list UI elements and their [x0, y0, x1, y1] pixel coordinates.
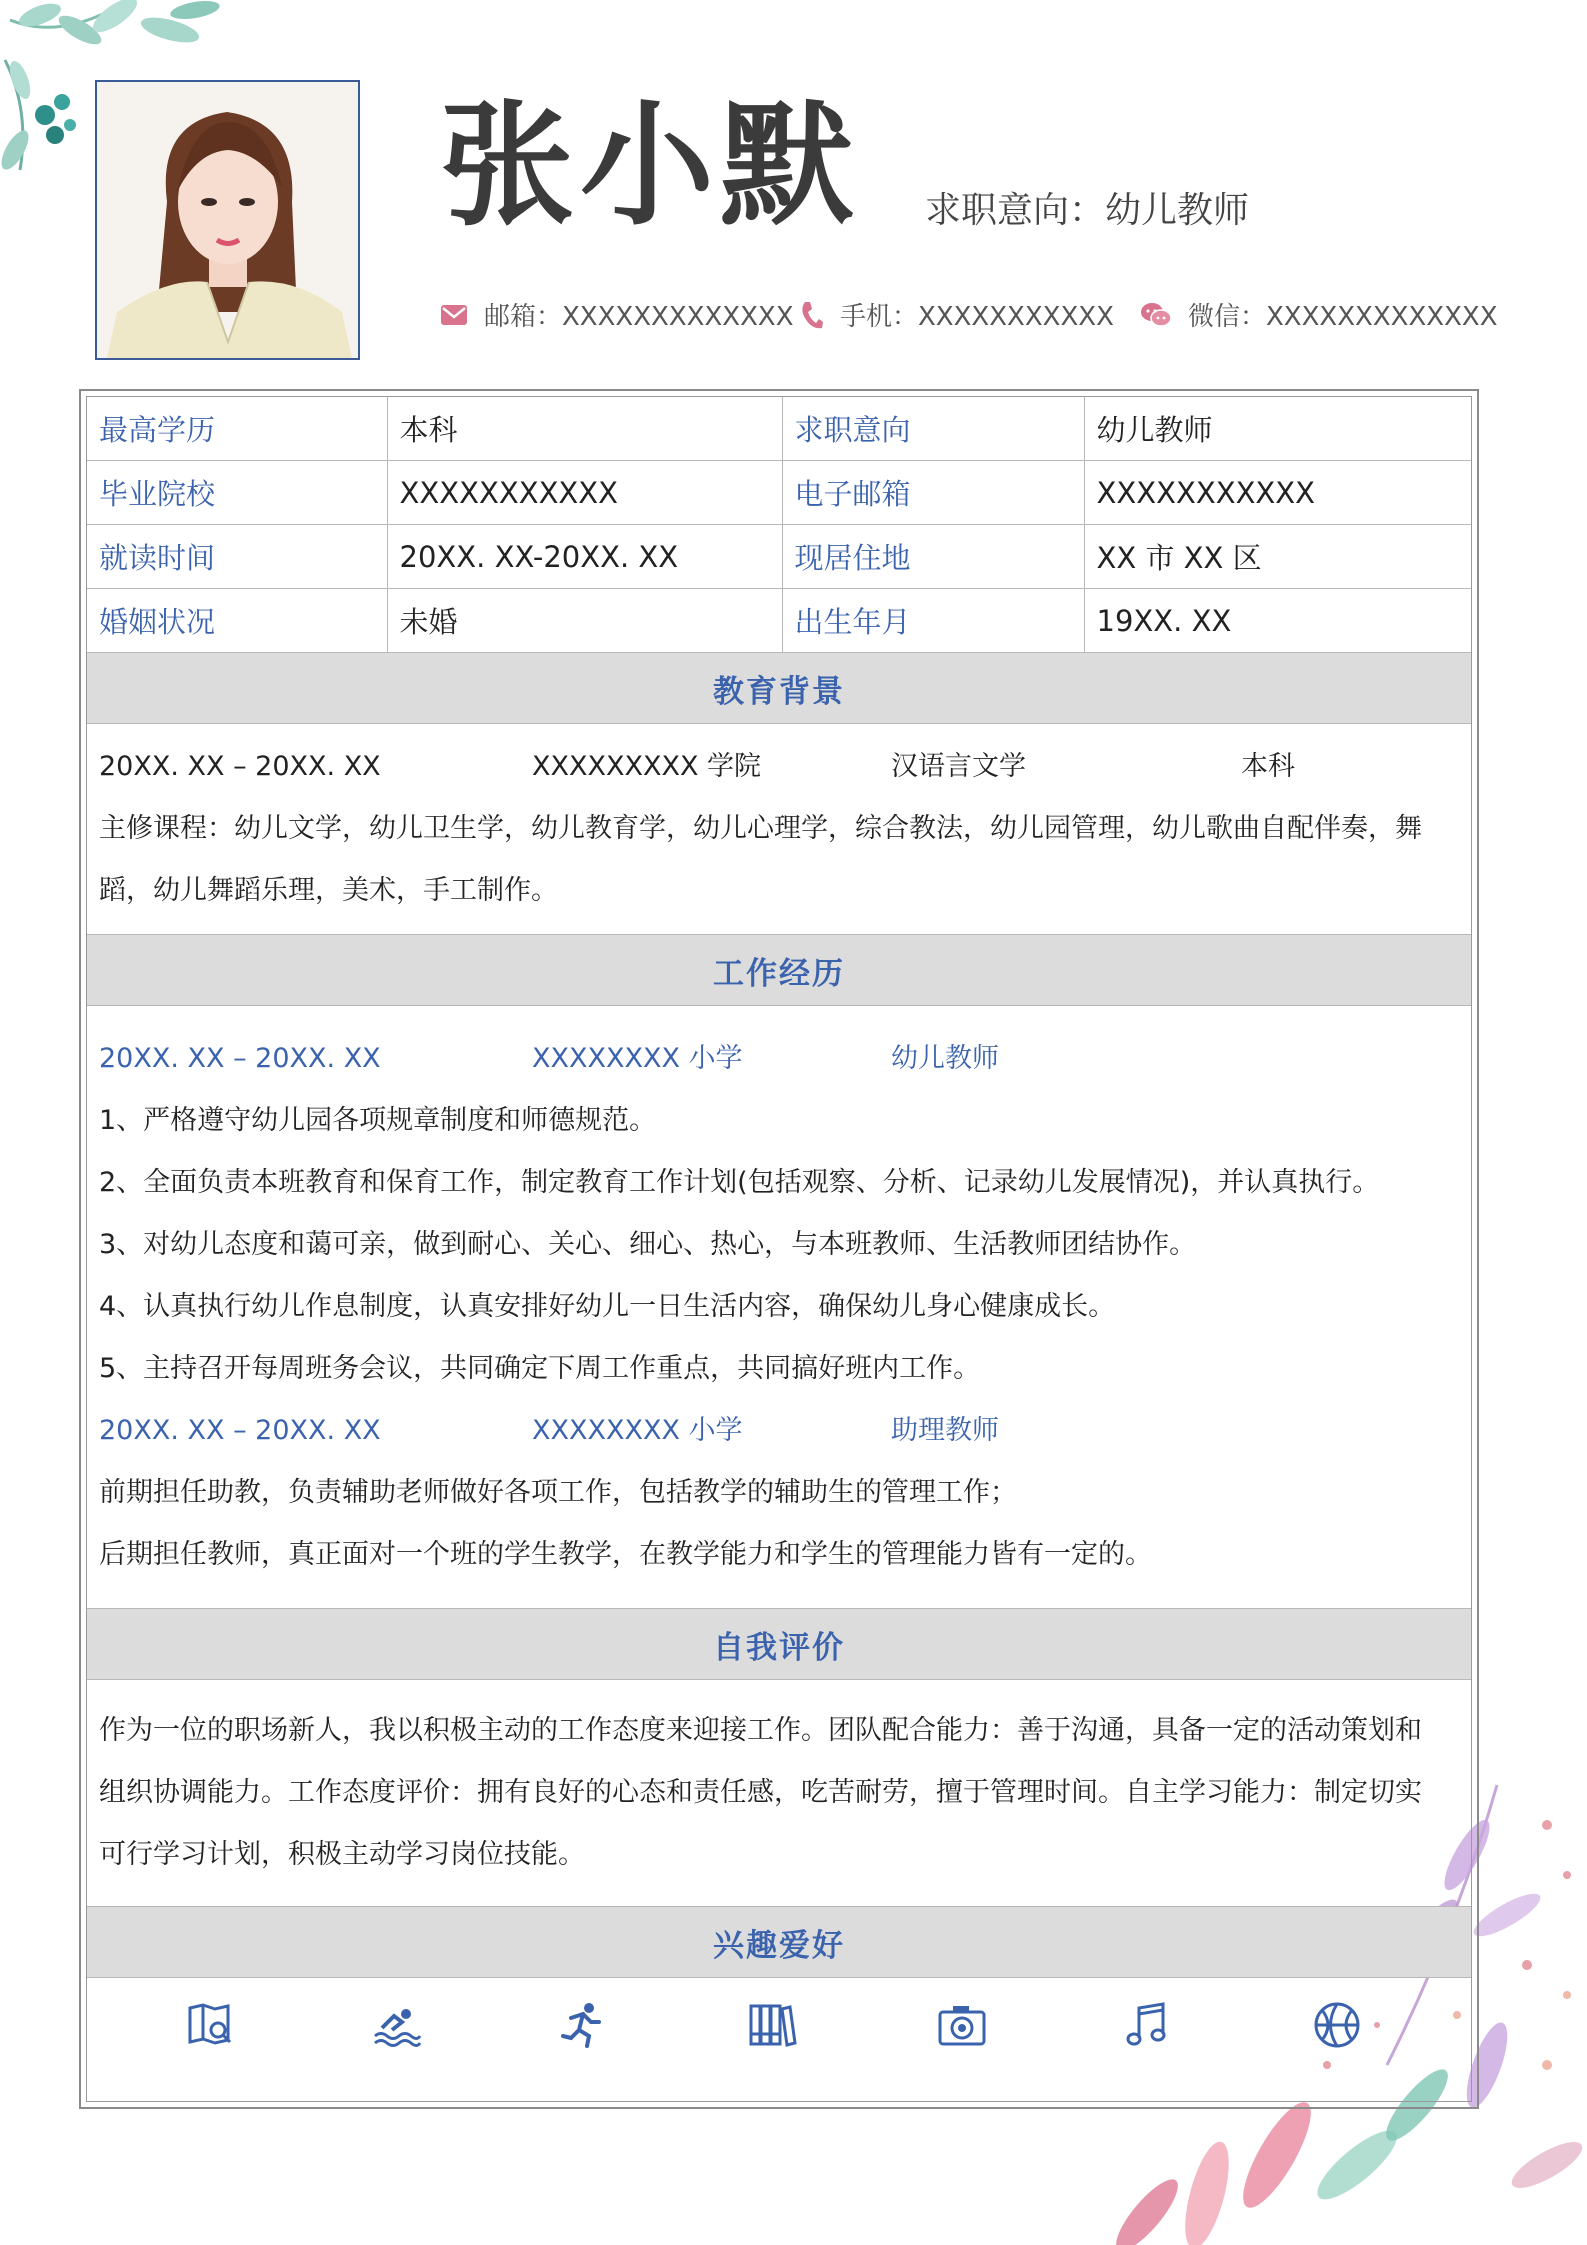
job-period: 20XX. XX – 20XX. XX	[99, 1043, 381, 1074]
education-major: 汉语言文学	[891, 751, 1026, 782]
music-icon	[1122, 2000, 1172, 2050]
info-value: 20XX. XX-20XX. XX	[387, 525, 782, 589]
job-org: XXXXXXXX 小学	[532, 1415, 743, 1446]
duty-item: 后期担任教师，真正面对一个班的学生教学，在教学能力和学生的管理能力皆有一定的。	[99, 1539, 1152, 1570]
info-label: 电子邮箱	[782, 461, 1084, 525]
camera-icon	[937, 2000, 987, 2050]
reading-icon	[185, 2000, 235, 2050]
phone-contact	[800, 296, 1114, 333]
duty-item: 4、认真执行幼儿作息制度，认真安排好幼儿一日生活内容，确保幼儿身心健康成长。	[99, 1291, 1116, 1322]
phone-text: 手机：XXXXXXXXXXX	[840, 302, 1114, 332]
basic-info-table	[87, 397, 1471, 652]
table-row	[87, 461, 1471, 525]
phone-icon	[800, 300, 824, 330]
resume-frame	[79, 389, 1479, 2109]
hobbies-title: 兴趣爱好	[87, 1906, 1471, 1978]
job-intent: 求职意向：幼儿教师	[925, 190, 1250, 231]
duty-item: 2、全面负责本班教育和保育工作，制定教育工作计划(包括观察、分析、记录幼儿发展情况)，并认真执行。	[99, 1167, 1380, 1198]
resume-body	[86, 396, 1472, 2102]
info-label: 现居住地	[782, 525, 1084, 589]
job-header-row	[99, 1028, 1459, 1090]
info-value: XXXXXXXXXXX	[1084, 461, 1471, 525]
duty-item: 5、主持召开每周班务会议，共同确定下周工作重点，共同搞好班内工作。	[99, 1353, 981, 1384]
job-role: 幼儿教师	[891, 1043, 999, 1074]
education-summary-row	[99, 736, 1459, 798]
courses-line: 主修课程：幼儿文学，幼儿卫生学，幼儿教育学，幼儿心理学，综合教法，幼儿园管理，幼儿歌曲自配伴奏，舞	[99, 813, 1422, 844]
job-period: 20XX. XX – 20XX. XX	[99, 1415, 381, 1446]
education-degree: 本科	[1241, 751, 1295, 782]
swimming-icon	[372, 2000, 422, 2050]
info-label: 求职意向	[782, 397, 1084, 461]
info-value: XX 市 XX 区	[1084, 525, 1471, 589]
info-label: 就读时间	[87, 525, 387, 589]
books-icon	[747, 2000, 797, 2050]
email-text: 邮箱：XXXXXXXXXXXXX	[484, 302, 794, 332]
duty-item: 1、严格遵守幼儿园各项规章制度和师德规范。	[99, 1105, 657, 1136]
wechat-contact	[1140, 296, 1498, 333]
self-evaluation-section	[87, 1680, 1471, 1906]
duty-item: 前期担任助教，负责辅助老师做好各项工作，包括教学的辅助生的管理工作；	[99, 1477, 1017, 1508]
table-row	[87, 525, 1471, 589]
table-row	[87, 589, 1471, 653]
self-evaluation-line: 可行学习计划，积极主动学习岗位技能。	[99, 1839, 585, 1870]
candidate-name: 张小默	[440, 86, 861, 244]
profile-photo	[95, 80, 360, 360]
mail-icon	[440, 304, 468, 326]
work-section	[87, 1006, 1471, 1608]
education-section	[87, 724, 1471, 934]
education-school: XXXXXXXXX 学院	[532, 751, 762, 782]
wechat-icon	[1140, 301, 1172, 329]
self-evaluation-line: 组织协调能力。工作态度评价：拥有良好的心态和责任感，吃苦耐劳，擅于管理时间。自主学习能力：制定切实	[99, 1777, 1422, 1808]
running-icon	[557, 2000, 607, 2050]
duty-item: 3、对幼儿态度和蔼可亲，做到耐心、关心、细心、热心，与本班教师、生活教师团结协作。	[99, 1229, 1197, 1260]
job-role: 助理教师	[891, 1415, 999, 1446]
info-value: 幼儿教师	[1084, 397, 1471, 461]
education-period: 20XX. XX – 20XX. XX	[99, 751, 381, 782]
info-value: 未婚	[387, 589, 782, 653]
hobbies-row	[87, 1978, 1471, 2074]
email-contact	[440, 296, 794, 333]
info-label: 毕业院校	[87, 461, 387, 525]
info-value: 19XX. XX	[1096, 603, 1232, 638]
job-header-row	[99, 1400, 1459, 1462]
info-label: 出生年月	[782, 589, 1084, 653]
work-title: 工作经历	[87, 934, 1471, 1006]
courses-line: 蹈，幼儿舞蹈乐理，美术，手工制作。	[99, 875, 558, 906]
info-label: 婚姻状况	[87, 589, 387, 653]
info-value: 本科	[387, 397, 782, 461]
table-row	[87, 397, 1471, 461]
job-org: XXXXXXXX 小学	[532, 1043, 743, 1074]
self-evaluation-line: 作为一位的职场新人，我以积极主动的工作态度来迎接工作。团队配合能力：善于沟通，具备一定的活动策划和	[99, 1715, 1422, 1746]
basketball-icon	[1312, 2000, 1362, 2050]
wechat-text: 微信：XXXXXXXXXXXXX	[1188, 302, 1498, 332]
education-title: 教育背景	[87, 652, 1471, 724]
info-value: XXXXXXXXXXX	[387, 461, 782, 525]
self-evaluation-title: 自我评价	[87, 1608, 1471, 1680]
info-label: 最高学历	[87, 397, 387, 461]
